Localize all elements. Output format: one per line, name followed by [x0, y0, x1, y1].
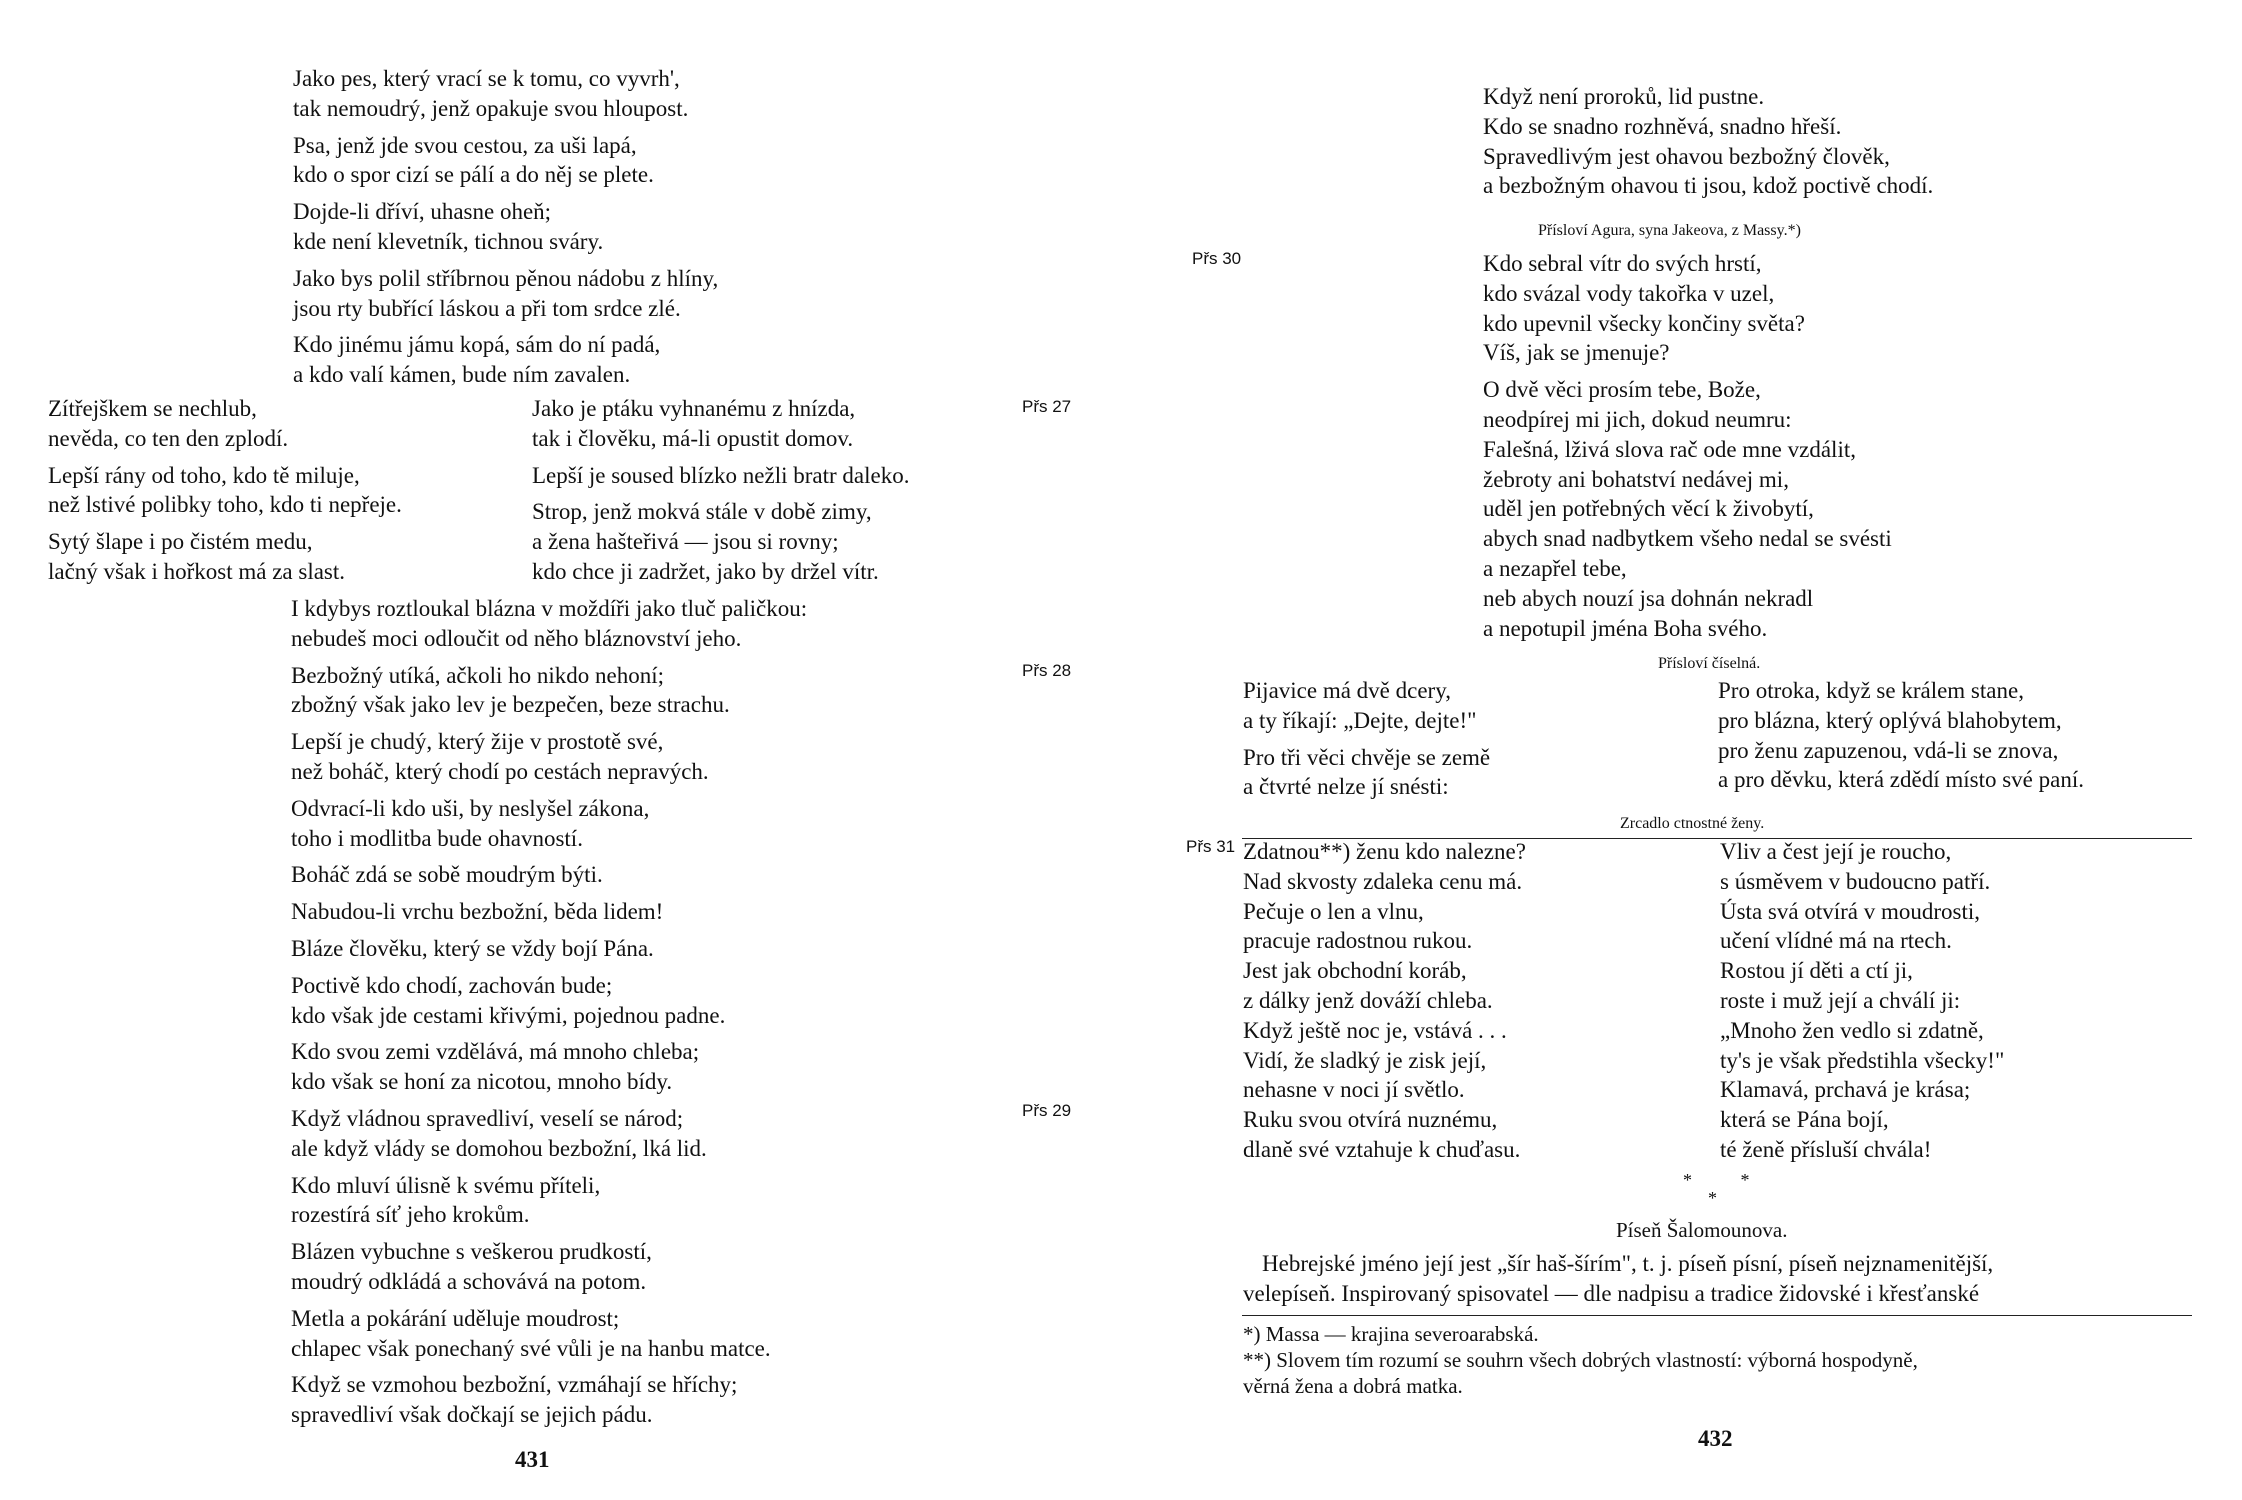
- text-line: neb abych nouzí jsa dohnán nekradl: [1483, 585, 1814, 611]
- proverbs-block-agur: [1483, 249, 1892, 643]
- text-line: Pijavice má dvě dcery,: [1243, 678, 1451, 703]
- heading-zrcadlo: Zrcadlo ctnostné ženy.: [1620, 815, 1765, 832]
- text-line: a bezbožným ohavou ti jsou, kdož poctivě chodí.: [1483, 173, 1934, 199]
- text-line: kdo svázal vody takořka v uzel,: [1483, 280, 1775, 306]
- text-line: Bezbožný utíká, ačkoli ho nikdo nehoní;: [291, 662, 665, 688]
- text-line: Blázen vybuchne s veškerou prudkostí,: [291, 1239, 652, 1265]
- text-line: kdo chce ji zadržet, jako by držel vítr.: [532, 558, 879, 584]
- text-line: rozestírá síť jeho krokům.: [291, 1202, 530, 1228]
- text-line: lačný však i hořkost má za slast.: [48, 558, 346, 584]
- text-line: Ruku svou otvírá nuznému,: [1243, 1107, 1498, 1133]
- proverbs-column-left: [48, 394, 402, 587]
- text-line: nevěda, co ten den zplodí.: [48, 425, 289, 451]
- heading-agur: Přísloví Agura, syna Jakeova, z Massy.*): [1538, 222, 1801, 239]
- text-line: Jako pes, který vrací se k tomu, co vyvrh',: [293, 66, 680, 91]
- text-line: Nad skvosty zdaleka cenu má.: [1243, 868, 1523, 894]
- text-line: „Mnoho žen vedlo si zdatně,: [1720, 1017, 1984, 1043]
- text-line: moudrý odkládá a schovává na potom.: [291, 1268, 647, 1294]
- text-line: tak i člověku, má-li opustit domov.: [532, 425, 854, 451]
- heading-ciselna: Přísloví číselná.: [1658, 655, 1761, 672]
- text-line: roste i muž její a chválí ji:: [1720, 987, 1961, 1013]
- text-line: Spravedlivým jest ohavou bezbožný člověk,: [1483, 143, 1890, 169]
- text-line: pro ženu zapuzenou, vdá-li se znova,: [1718, 737, 2059, 763]
- text-line: a kdo valí kámen, bude ním zavalen.: [293, 362, 631, 388]
- text-line: Vidí, že sladký je zisk její,: [1243, 1047, 1487, 1073]
- text-line: Víš, jak se jmenuje?: [1483, 340, 1670, 366]
- text-line: Jako je ptáku vyhnanému z hnízda,: [532, 396, 856, 421]
- numeric-proverbs-right: [1718, 676, 2084, 795]
- text-line: uděl jen potřebných věcí k živobytí,: [1483, 496, 1814, 522]
- text-line: toho i modlitba bude ohavností.: [291, 825, 583, 851]
- text-line: ty's je však předstihla všecky!": [1720, 1047, 2005, 1073]
- text-line: Falešná, lživá slova rač ode mne vzdálit,: [1483, 436, 1856, 462]
- text-line: Sytý šlape i po čistém medu,: [48, 529, 313, 555]
- text-line: a čtvrté nelze jí snésti:: [1243, 774, 1449, 800]
- text-line: kdo o spor cizí se pálí a do něj se plete.: [293, 162, 654, 188]
- proverbs-block-a: [293, 64, 718, 390]
- text-line: jsou rty bubřící láskou a při tom srdce zlé.: [293, 295, 681, 321]
- text-line: Zítřejškem se nechlub,: [48, 396, 257, 421]
- footnote-divider: [1242, 1315, 2192, 1316]
- text-line: nebudeš moci odloučit od něho bláznovství jeho.: [291, 625, 742, 651]
- text-line: pro blázna, který oplývá blahobytem,: [1718, 707, 2062, 733]
- text-line: I kdybys roztloukal blázna v moždíři jako tluč paličkou:: [291, 596, 808, 621]
- text-line: Jako bys polil stříbrnou pěnou nádobu z hlíny,: [293, 265, 719, 291]
- numeric-proverbs-left: [1243, 676, 1490, 802]
- text-line: Pro tři věci chvěje se země: [1243, 744, 1491, 770]
- chapter-ref-29: Přs 29: [1022, 1101, 1072, 1120]
- text-line: Kdo sebral vítr do svých hrstí,: [1483, 251, 1762, 276]
- text-line: než lstivé polibky toho, kdo ti nepřeje.: [48, 492, 402, 518]
- proverbs-block-a: [1483, 82, 1933, 201]
- text-line: Kdo jinému jámu kopá, sám do ní padá,: [293, 332, 661, 358]
- text-line: Pečuje o len a vlnu,: [1243, 898, 1424, 924]
- text-line: Lepší je chudý, který žije v prostotě své,: [291, 729, 664, 755]
- chapter-ref-27: Přs 27: [1022, 397, 1072, 416]
- text-line: kdo upevnil všecky končiny světa?: [1483, 310, 1805, 336]
- text-line: Psa, jenž jde svou cestou, za uši lapá,: [293, 132, 637, 158]
- text-line: Lepší rány od toho, kdo tě miluje,: [48, 462, 360, 488]
- ornament-stars: * *: [1683, 1170, 1772, 1190]
- left-page: [0, 0, 1110, 1500]
- proverbs-block-b: [291, 594, 807, 1430]
- text-line: zbožný však jako lev je bezpečen, beze strachu.: [291, 692, 730, 718]
- intro-line-1: Hebrejské jméno její jest „šír haš-šírím", t. j. píseň písní, píseň nejznamenitější,: [1262, 1251, 1994, 1276]
- chapter-ref-31: Přs 31: [1186, 837, 1236, 856]
- text-line: která se Pána bojí,: [1720, 1107, 1889, 1133]
- text-line: z dálky jenž dováží chleba.: [1243, 987, 1493, 1013]
- text-line: O dvě věci prosím tebe, Bože,: [1483, 377, 1761, 403]
- text-line: s úsměvem v budoucno patří.: [1720, 868, 1991, 894]
- chapter-ref-30: Přs 30: [1192, 249, 1242, 268]
- text-line: abych snad nadbytkem všeho nedal se svésti: [1483, 526, 1892, 552]
- text-line: Rostou jí děti a ctí ji,: [1720, 958, 1913, 984]
- text-line: chlapec však ponechaný své vůli je na hanbu matce.: [291, 1335, 771, 1361]
- text-line: žebroty ani bohatství nedávej mi,: [1483, 466, 1789, 492]
- text-line: a ty říkají: „Dejte, dejte!": [1243, 707, 1477, 733]
- text-line: Pro otroka, když se králem stane,: [1718, 678, 2024, 703]
- text-line: Když ještě noc je, vstává . . .: [1243, 1017, 1507, 1043]
- text-line: té ženě přísluší chvála!: [1720, 1136, 1932, 1162]
- footnote-2-line-1: **) Slovem tím rozumí se souhrn všech dobrých vlastností: výborná hospodyně,: [1243, 1348, 1918, 1372]
- text-line: Když není proroků, lid pustne.: [1483, 84, 1765, 109]
- text-line: Odvrací-li kdo uši, by neslyšel zákona,: [291, 795, 650, 821]
- intro-line-2: velepíseň. Inspirovaný spisovatel — dle nadpisu a tradice židovské i křesťanské: [1243, 1281, 1980, 1306]
- footnote-2-line-2: věrná žena a dobrá matka.: [1243, 1374, 1463, 1398]
- text-line: a nezapřel tebe,: [1483, 555, 1627, 581]
- text-line: Strop, jenž mokvá stále v době zimy,: [532, 499, 872, 525]
- text-line: Když vládnou spravedliví, veselí se národ;: [291, 1105, 684, 1131]
- text-line: spravedliví však dočkají se jejich pádu.: [291, 1402, 653, 1428]
- heading-song-of-solomon: Píseň Šalomounova.: [1616, 1218, 1788, 1242]
- text-line: kde není klevetník, tichnou sváry.: [293, 228, 604, 254]
- text-line: Vliv a čest její je roucho,: [1720, 839, 1952, 864]
- footnote-1: *) Massa — krajina severoarabská.: [1243, 1322, 1539, 1346]
- text-line: Jest jak obchodní koráb,: [1243, 958, 1467, 984]
- chapter-ref-28: Přs 28: [1022, 661, 1072, 680]
- proverbs-column-right: [532, 394, 909, 587]
- text-line: Klamavá, prchavá je krása;: [1720, 1077, 1971, 1103]
- text-line: Kdo svou zemi vzdělává, má mnoho chleba;: [291, 1039, 700, 1065]
- text-line: a pro děvku, která zdědí místo své paní.: [1718, 767, 2084, 793]
- virtuous-woman-left: [1243, 837, 1526, 1165]
- right-page: [1150, 0, 2242, 1500]
- text-line: Metla a pokárání uděluje moudrost;: [291, 1305, 620, 1331]
- text-line: a žena hašteřivá — jsou si rovny;: [532, 529, 839, 555]
- text-line: Dojde-li dříví, uhasne oheň;: [293, 199, 552, 225]
- text-line: než boháč, který chodí po cestách nepravých.: [291, 758, 709, 784]
- text-line: učení vlídné má na rtech.: [1720, 928, 1952, 954]
- text-line: dlaně své vztahuje k chuďasu.: [1243, 1136, 1521, 1162]
- text-line: ale když vlády se domohou bezbožní, lká lid.: [291, 1135, 707, 1161]
- text-line: Poctivě kdo chodí, zachován bude;: [291, 972, 613, 998]
- text-line: Kdo se snadno rozhněvá, snadno hřeší.: [1483, 113, 1842, 139]
- text-line: Ústa svá otvírá v moudrosti,: [1720, 898, 1980, 924]
- text-line: pracuje radostnou rukou.: [1243, 928, 1473, 954]
- text-line: Nabudou-li vrchu bezbožní, běda lidem!: [291, 899, 664, 925]
- text-line: a nepotupil jména Boha svého.: [1483, 615, 1768, 641]
- page-number-right: 432: [1698, 1426, 1733, 1451]
- text-line: Lepší je soused blízko nežli bratr daleko.: [532, 462, 910, 488]
- text-line: tak nemoudrý, jenž opakuje svou hloupost.: [293, 95, 689, 121]
- text-line: kdo však jde cestami křivými, pojednou padne.: [291, 1002, 726, 1028]
- text-line: Kdo mluví úlisně k svému příteli,: [291, 1172, 601, 1198]
- text-line: Zdatnou**) ženu kdo nalezne?: [1243, 839, 1526, 864]
- text-line: kdo však se honí za nicotou, mnoho bídy.: [291, 1069, 673, 1095]
- ornament-star: *: [1708, 1188, 1739, 1208]
- virtuous-woman-right: [1720, 837, 2004, 1165]
- text-line: neodpírej mi jich, dokud neumru:: [1483, 406, 1792, 432]
- text-line: Boháč zdá se sobě moudrým býti.: [291, 862, 603, 888]
- page-number-left: 431: [515, 1447, 550, 1472]
- text-line: nehasne v noci jí světlo.: [1243, 1077, 1465, 1103]
- text-line: Bláze člověku, který se vždy bojí Pána.: [291, 935, 654, 961]
- text-line: Když se vzmohou bezbožní, vzmáhají se hříchy;: [291, 1372, 738, 1398]
